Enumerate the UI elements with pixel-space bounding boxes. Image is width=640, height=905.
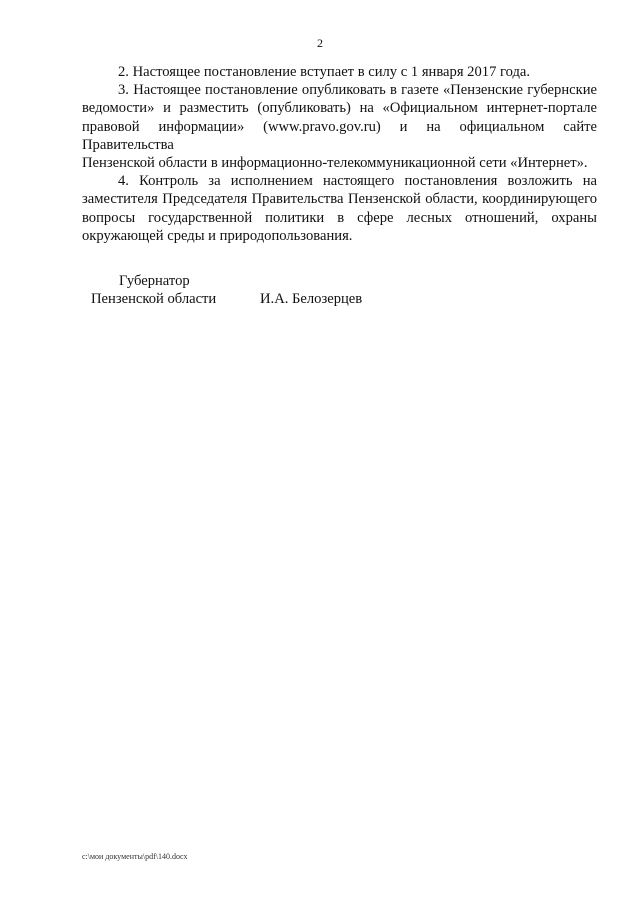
text-line: 4. Контроль за исполнением настоящего постановления возложить на bbox=[118, 173, 597, 190]
text-line: 2. Настоящее постановление вступает в силу с 1 января 2017 года. bbox=[118, 64, 531, 80]
text-line: окружающей среды и природопользования. bbox=[82, 227, 353, 244]
text-line: Пензенской области в информационно-телекоммуникационной сети «Интернет». bbox=[82, 155, 588, 172]
file-path-footer: c:\мои документы\pdf\140.docx bbox=[82, 852, 188, 861]
text-line: ведомости» и разместить (опубликовать) на «Официальном интернет-портале bbox=[82, 100, 597, 117]
text-line: 3. Настоящее постановление опубликовать в газете «Пензенские губернские bbox=[118, 82, 597, 99]
paragraph-3 bbox=[82, 81, 597, 172]
text-line: вопросы государственной политики в сфере лесных отношений, охраны bbox=[82, 209, 597, 226]
signature-title-line1: Губернатор bbox=[119, 273, 190, 289]
text-line: заместителя Председателя Правительства Пензенской области, координирующего bbox=[82, 191, 597, 208]
document-body bbox=[82, 63, 597, 245]
signature-name: И.А. Белозерцев bbox=[260, 291, 363, 307]
signature-title-line2: Пензенской области bbox=[91, 291, 217, 307]
text-line: правовой информации» (www.pravo.gov.ru) и на официальном сайте Правительства bbox=[82, 118, 597, 153]
paragraph-2 bbox=[82, 63, 597, 81]
paragraph-4 bbox=[82, 172, 597, 245]
page-number: 2 bbox=[317, 36, 323, 50]
